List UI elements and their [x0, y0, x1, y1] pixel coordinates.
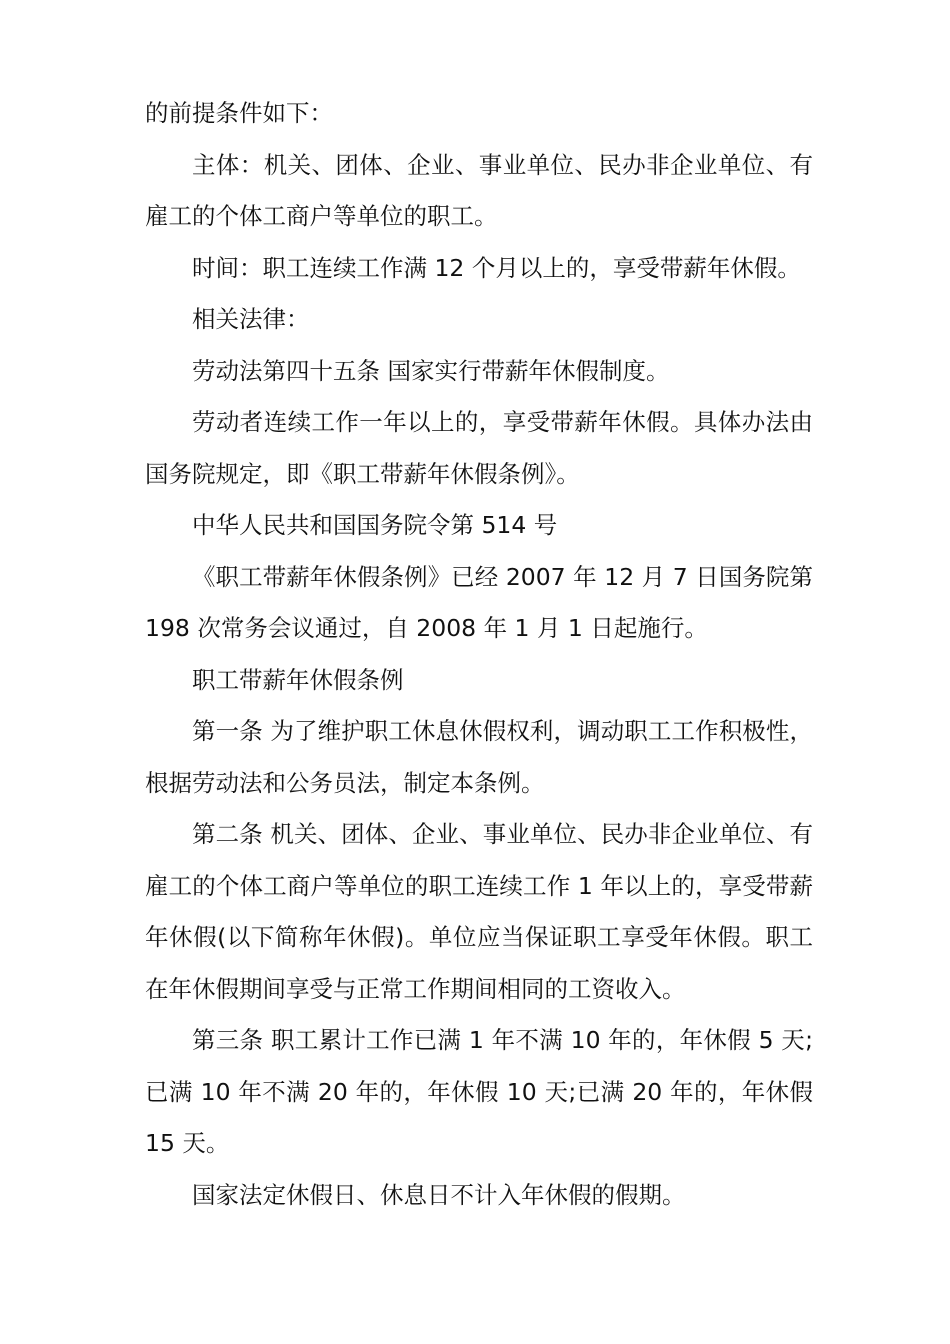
paragraph-labor-law-article-45: 劳动法第四十五条 国家实行带薪年休假制度。: [192, 356, 670, 385]
paragraph-labor-law-detail: 劳动者连续工作一年以上的，享受带薪年休假。具体办法由国务院规定，即《职工带薪年休假条例》。: [145, 408, 813, 488]
paragraph-article-2: 第二条 机关、团体、企业、事业单位、民办非企业单位、有雇工的个体工商户等单位的职工连续工作 1 年以上的，享受带薪年休假(以下简称年休假)。单位应当保证职工享受年休假。职工在年休假期间享受与正常工作期间相同的工资收入。: [145, 820, 813, 1003]
paragraph-regulation-title: 职工带薪年休假条例: [192, 665, 404, 694]
paragraph-state-council-order: 中华人民共和国国务院令第 514 号: [192, 511, 558, 539]
paragraph-related-law: 相关法律：: [192, 305, 310, 333]
paragraph-continuation: 的前提条件如下：: [145, 99, 333, 127]
paragraph-article-3: 第三条 职工累计工作已满 1 年不满 10 年的，年休假 5 天;已满 10 年不满 20 年的，年休假 10 天;已满 20 年的，年休假 15 天。: [145, 1026, 813, 1157]
paragraph-holidays-excluded: 国家法定休假日、休息日不计入年休假的假期。: [192, 1180, 686, 1209]
paragraph-article-1: 第一条 为了维护职工休息休假权利，调动职工工作积极性，根据劳动法和公务员法，制定本条例。: [145, 717, 813, 797]
paragraph-time: 时间：职工连续工作满 12 个月以上的，享受带薪年休假。: [192, 253, 801, 282]
paragraph-subject: 主体：机关、团体、企业、事业单位、民办非企业单位、有雇工的个体工商户等单位的职工。: [145, 150, 813, 230]
paragraph-regulation-adoption: 《职工带薪年休假条例》已经 2007 年 12 月 7 日国务院第 198 次常务会议通过，自 2008 年 1 月 1 日起施行。: [145, 562, 813, 642]
document-body: [145, 88, 813, 1221]
